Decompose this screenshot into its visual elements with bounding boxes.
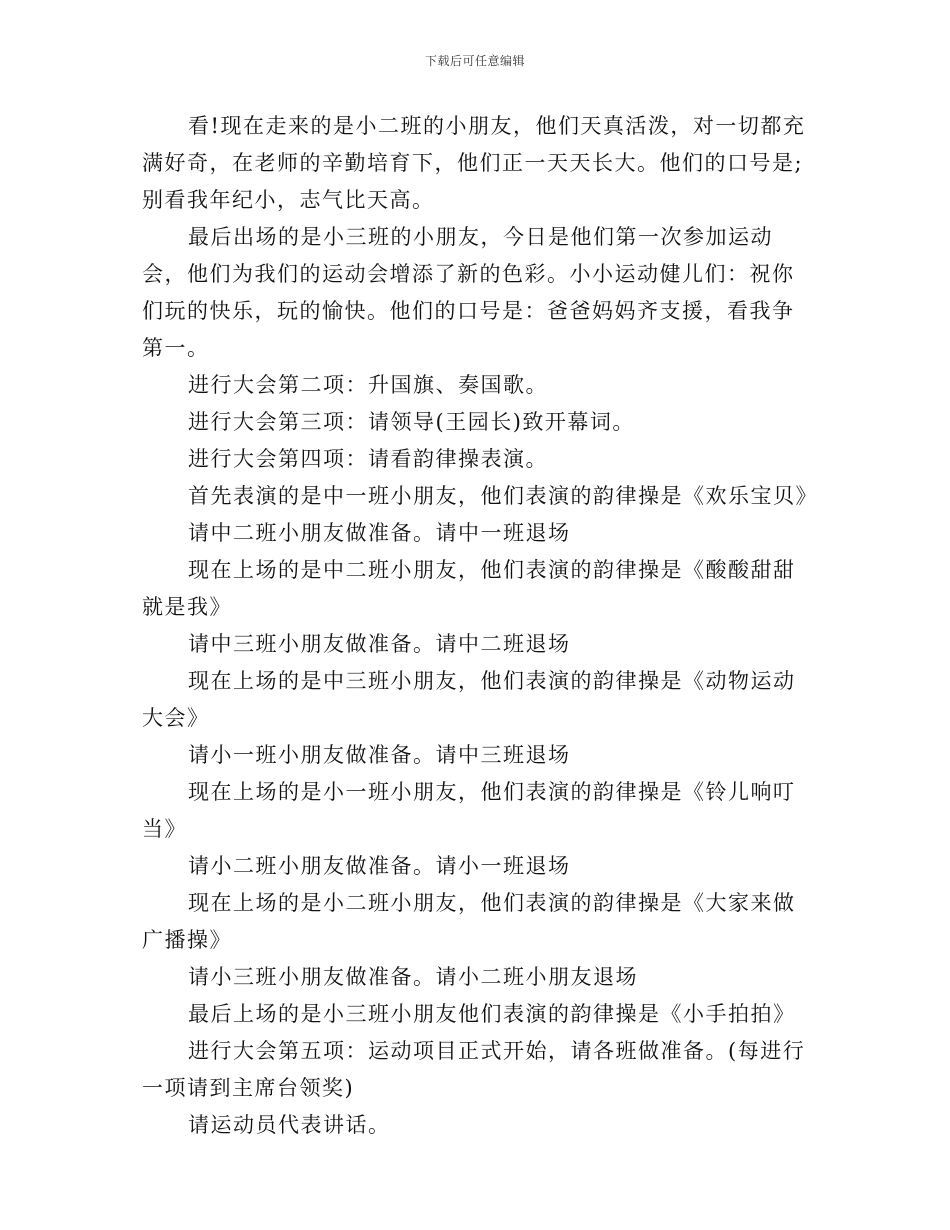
paragraph: 请中二班小朋友做准备。请中一班退场 bbox=[188, 521, 571, 545]
paragraph: 请小二班小朋友做准备。请小一班退场 bbox=[188, 854, 571, 878]
paragraph: 进行大会第四项：请看韵律操表演。 bbox=[188, 447, 548, 471]
paragraph: 进行大会第二项：升国旗、奏国歌。 bbox=[188, 373, 548, 397]
paragraph: 最后上场的是小三班小朋友他们表演的韵律操是《小手拍拍》 bbox=[188, 1002, 796, 1026]
paragraph: 现在上场的是中二班小朋友，他们表演的韵律操是《酸酸甜甜就是我》 bbox=[142, 558, 796, 619]
paragraph: 请小三班小朋友做准备。请小二班小朋友退场 bbox=[188, 965, 638, 989]
paragraph: 最后出场的是小三班的小朋友，今日是他们第一次参加运动会，他们为我们的运动会增添了新的色彩。小小运动健儿们：祝你们玩的快乐，玩的愉快。他们的口号是：爸爸妈妈齐支援，看我争第一。 bbox=[142, 225, 795, 360]
paragraph: 进行大会第五项：运动项目正式开始，请各班做准备。(每进行一项请到主席台领奖) bbox=[142, 1039, 806, 1100]
paragraph: 请中三班小朋友做准备。请中二班退场 bbox=[188, 632, 571, 656]
paragraph: 现在上场的是小一班小朋友，他们表演的韵律操是《铃儿响叮当》 bbox=[142, 780, 796, 841]
paragraph: 现在上场的是小二班小朋友，他们表演的韵律操是《大家来做广播操》 bbox=[142, 891, 796, 952]
paragraph: 请运动员代表讲话。 bbox=[188, 1113, 391, 1137]
document-body bbox=[142, 108, 818, 1144]
page-header: 下载后可任意编辑 bbox=[424, 54, 525, 68]
paragraph: 进行大会第三项：请领导(王园长)致开幕词。 bbox=[188, 410, 635, 434]
paragraph: 现在上场的是中三班小朋友，他们表演的韵律操是《动物运动大会》 bbox=[142, 669, 796, 730]
paragraph: 请小一班小朋友做准备。请中三班退场 bbox=[188, 743, 571, 767]
paragraph: 看!现在走来的是小二班的小朋友，他们天真活泼，对一切都充满好奇，在老师的辛勤培育下，他们正一天天长大。他们的口号是;别看我年纪小，志气比天高。 bbox=[142, 114, 806, 212]
paragraph: 首先表演的是中一班小朋友，他们表演的韵律操是《欢乐宝贝》 bbox=[188, 484, 818, 508]
